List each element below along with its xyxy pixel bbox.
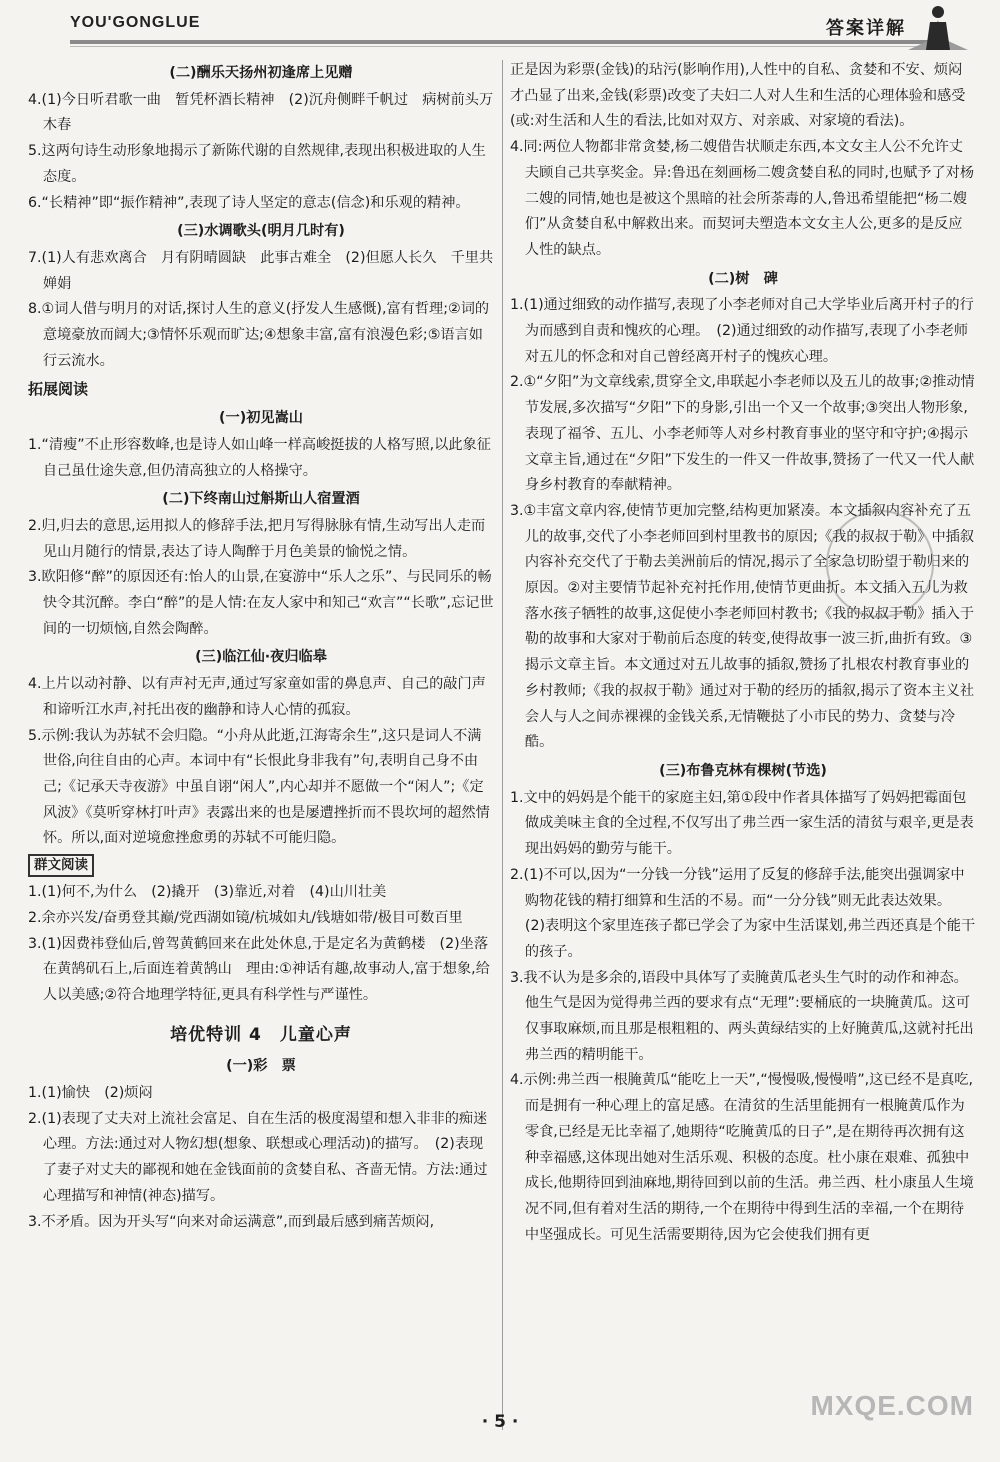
answer-item: 2.余亦兴发/奋勇登其巅/党西湖如镜/杭城如丸/钱塘如带/极目可数百里 [28, 909, 463, 926]
column-divider [502, 60, 503, 1430]
part-label: 拓展阅读 [28, 380, 89, 399]
answer-item: 3.欧阳修“醉”的原因还有:怡人的山景,在宴游中“乐人之乐”、与民同乐的畅快令其沉醉。李白“醉”的是人情:在友人家中和知己“欢言”“长歌”,忘记世间的一切烦恼,自然会陶醉。 [28, 569, 494, 637]
section-heading: (三)水调歌头(明月几时有) [177, 223, 345, 240]
section-heading: (一)初见嵩山 [219, 410, 303, 427]
answer-item: 2.①“夕阳”为文章线索,贯穿全文,串联起小李老师以及五儿的故事;②推动情节发展,多次描写“夕阳”下的身影,引出一个又一个故事;③突出人物形象,表现了福爷、五儿、小李老师等人对乡村教育事业的坚守和守护;④揭示文章主旨,通过在“夕阳”下发生的一件又一件故事,赞扬了一代又一代人献身乡村教育的奉献精神。 [510, 374, 975, 494]
answer-item: 3.(1)因费祎登仙后,曾驾黄鹤回来在此处休息,于是定名为黄鹤楼 (2)坐落在黄鹄矶石上,后面连着黄鹄山 理由:①神话有趣,故事动人,富于想象,给人以美感;②符合地理学特征,更具有科学性与严谨性。 [28, 935, 490, 1003]
answer-item: 1.(1)何不,为什么 (2)撬开 (3)靠近,对着 (4)山川壮美 [28, 884, 387, 901]
answer-item: 2.归,归去的意思,运用拟人的修辞手法,把月写得脉脉有情,生动写出人走而见山月随行的情景,表达了诗人陶醉于月色美景的愉悦之情。 [28, 517, 486, 560]
section-heading: (二)树 碑 [708, 270, 778, 287]
answer-item: 6.“长精神”即“振作精神”,表现了诗人坚定的意志(信念)和乐观的精神。 [28, 194, 470, 211]
unit-title: 培优特训 4 儿童心声 [170, 1024, 352, 1045]
answer-item: 8.①词人借与明月的对话,探讨人生的意义(抒发人生感慨),富有哲理;②词的意境豪放而阔大;③情怀乐观而旷达;④想象丰富,富有浪漫色彩;⑤语言如行云流水。 [28, 301, 490, 369]
answer-item: 4.同:两位人物都非常贪婪,杨二嫂借告状顺走东西,本文女主人公不允许丈夫顾自己共享奖金。异:鲁迅在刻画杨二嫂贪婪自私的同时,也赋予了对杨二嫂的同情,她也是被这个黑暗的社会所荼毒的人,鲁迅希望能把“杨二嫂们”从贪婪自私中解救出来。而契诃夫塑造本文女主人公,更多的是反应人性的缺点。 [510, 139, 975, 258]
answer-item: 5.这两句诗生动形象地揭示了新陈代谢的自然规律,表现出积极进取的人生态度。 [28, 143, 486, 185]
answer-item: 7.(1)人有悲欢离合 月有阴晴圆缺 此事古难全 (2)但愿人长久 千里共婵娟 [28, 249, 494, 292]
answer-item: 4.上片以动衬静、以有声衬无声,通过写家童如雷的鼻息声、自己的敲门声和谛听江水声,衬托出夜的幽静和诗人心情的孤寂。 [28, 676, 486, 718]
answer-item: 4.(1)今日听君歌一曲 暂凭杯酒长精神 (2)沉舟侧畔千帆过 病树前头万木春 [28, 91, 494, 134]
section-box-wrap [28, 852, 494, 880]
figure-icon [908, 0, 968, 56]
answer-item: 2.(1)不可以,因为“一分钱一分钱”运用了反复的修辞手法,能突出强调家中购物花钱的精打细算和生活的不易。而“一分分钱”则无此表达效果。 (2)表明这个家里连孩子都已学会了为家中生活谋划,弗兰西还真是个能干的孩子。 [510, 866, 976, 960]
answer-item: 1.(1)通过细致的动作描写,表现了小李老师对自己大学毕业后离开村子的行为而感到自责和愧疚的心理。 (2)通过细致的动作描写,表现了小李老师对五儿的怀念和对自己曾经离开村子的愧疚心理。 [510, 297, 974, 365]
answer-item: 3.①丰富文章内容,使情节更加完整,结构更加紧凑。本文插叙内容补充了五儿的故事,交代了小李老师回到村里教书的原因;《我的叔叔于勒》中插叙内容补充交代了于勒去美洲前后的情况,揭示了全家急切盼望于勒归来的原因。②对主要情节起补充衬托作用,使情节更曲折。本文插入五儿为救落水孩子牺牲的故事,这促使小李老师回村教书;《我的叔叔于勒》插入于勒的故事和大家对于勒前后态度的转变,使得故事一波三折,曲折有致。③揭示文章主旨。本文通过对五儿故事的插叙,赞扬了扎根农村教育事业的乡村教师;《我的叔叔于勒》通过对于勒的经历的插叙,揭示了资本主义社会人与人之间赤裸裸的金钱关系,无情鞭挞了小市民的势力、贪婪与冷酷。 [510, 502, 975, 751]
section-title: 答案详解 [826, 18, 906, 39]
header-rule [70, 40, 930, 44]
answer-item: 5.示例:我认为苏轼不会归隐。“小舟从此逝,江海寄余生”,这只是词人不满世俗,向往自由的心声。本词中有“长恨此身非我有”句,表明自己身不由己;《记承天寺夜游》中虽自诩“闲人”,内心却并不愿做一个“闲人”;《定风波》《莫听穿林打叶声》表露出来的也是屡遭挫折而不畏坎坷的超然情怀。所以,面对逆境愈挫愈勇的苏轼不可能归隐。 [28, 727, 490, 847]
section-heading: (三)临江仙·夜归临皋 [195, 649, 327, 666]
header-rule-thin [70, 46, 930, 47]
answer-item: 1.(1)愉快 (2)烦闷 [28, 1085, 153, 1102]
section-heading: (二)酬乐天扬州初逢席上见赠 [169, 65, 353, 81]
answer-item: 3.我不认为是多余的,语段中具体写了卖腌黄瓜老头生气时的动作和神态。他生气是因为觉得弗兰西的要求有点“无理”:要桶底的一块腌黄瓜。这可仅事取麻烦,而且那是根粗粗的、两头黄绿结实的上好腌黄瓜,这就衬托出弗兰西的精明能干。 [510, 969, 974, 1063]
section-heading: (二)下终南山过斛斯山人宿置酒 [162, 491, 360, 508]
page-header [0, 0, 1000, 56]
section-heading: (三)布鲁克林有棵树(节选) [659, 762, 827, 779]
answer-continuation: 正是因为彩票(金钱)的玷污(影响作用),人性中的自私、贪婪和不安、烦闷才凸显了出来,金钱(彩票)改变了夫妇二人对人生和生活的心理体验和感受(或:对生活和人生的看法,比如对双方、对亲戚、对家境的看法)。 [510, 62, 966, 130]
right-column [510, 58, 976, 1248]
page-number: · 5 · [481, 1412, 519, 1432]
left-column [28, 58, 494, 1235]
stamp-seal [826, 510, 934, 618]
answer-item: 4.示例:弗兰西一根腌黄瓜“能吃上一天”,“慢慢吸,慢慢啃”,这已经不是真吃,而是拥有一种心理上的富足感。在清贫的生活里能拥有一根腌黄瓜作为零食,已经是无比幸福了,她期待“吃腌黄瓜的日子”,是在期待再次拥有这种幸福感,这体现出她对生活乐观、积极的态度。杜小康在艰难、孤独中成长,他期待回到油麻地,期待回到以前的生活。弗兰西、杜小康虽人生境况不同,但有着对生活的期待,一个在期待中得到生活的幸福,一个在期待中坚强成长。可见生活需要期待,因为它会使我们拥有更 [510, 1072, 974, 1243]
section-box-label: 群文阅读 [28, 854, 94, 877]
watermark-logo: MXQE.COM [810, 1390, 974, 1421]
brand-logo: YOU'GONGLUE [70, 14, 201, 31]
answer-item: 2.(1)表现了丈夫对上流社会富足、自在生活的极度渴望和想入非非的痴迷心理。方法:通过对人物幻想(想象、联想或心理活动)的描写。 (2)表现了妻子对丈夫的鄙视和她在金钱面前的贪婪自私、吝啬无情。方法:通过心理描写和神情(神态)描写。 [28, 1110, 488, 1204]
answer-item: 1.“清瘦”不止形容数峰,也是诗人如山峰一样高峻挺拔的人格写照,以此象征自己虽仕途失意,但仍清高独立的人格操守。 [28, 436, 491, 479]
answer-item: 3.不矛盾。因为开头写“向来对命运满意”,而到最后感到痛苦烦闷, [28, 1213, 435, 1230]
answer-item: 1.文中的妈妈是个能干的家庭主妇,第①段中作者具体描写了妈妈把霉面包做成美味主食的全过程,不仅写出了弗兰西一家生活的清贫与艰辛,更是表现出妈妈的勤劳与能干。 [510, 789, 974, 858]
section-heading: (一)彩 票 [226, 1058, 296, 1075]
